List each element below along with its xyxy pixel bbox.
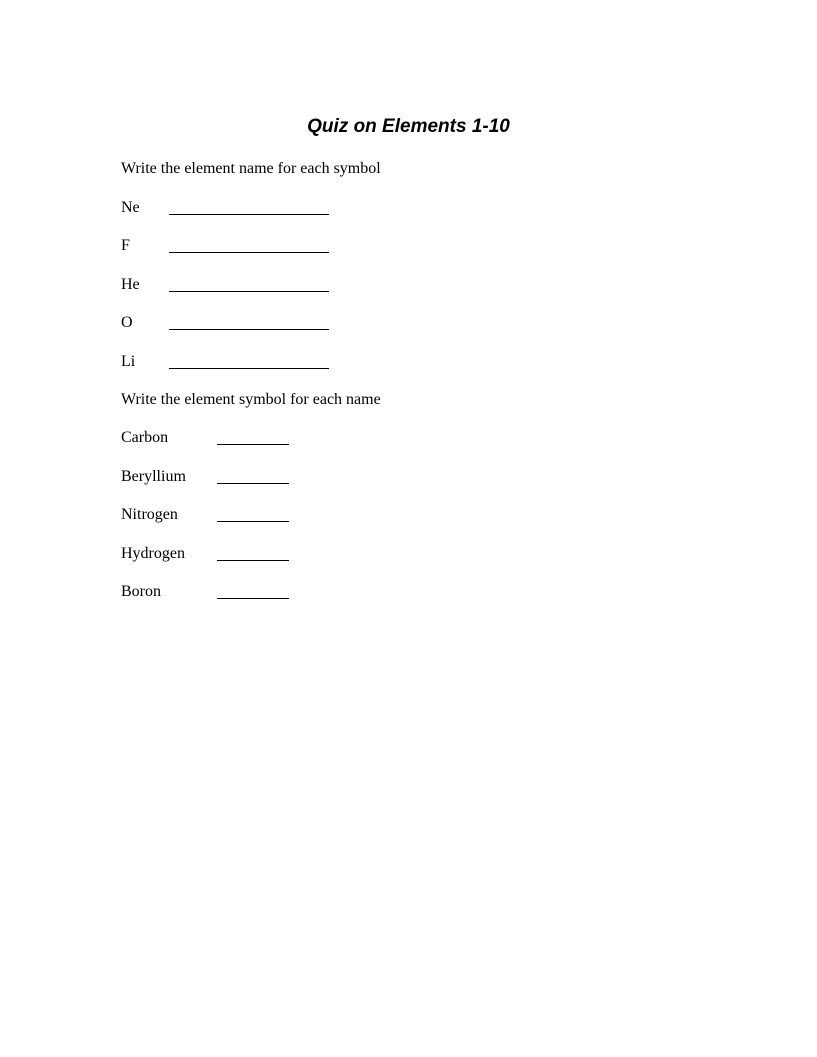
name-question-row [121,428,521,448]
answer-blank[interactable] [217,598,289,599]
name-question-row [121,582,521,602]
name-question-row [121,505,521,525]
answer-blank[interactable] [169,291,329,292]
element-name-label: Nitrogen [121,506,178,523]
symbol-label: Li [121,353,136,370]
symbol-question-row [121,275,521,295]
answer-blank[interactable] [217,444,289,445]
quiz-title: Quiz on Elements 1-10 [307,116,510,137]
symbol-question-row [121,236,521,256]
symbol-question-row [121,198,521,218]
answer-blank[interactable] [169,214,329,215]
answer-blank[interactable] [217,560,289,561]
symbol-question-row [121,313,521,333]
symbol-label: He [121,276,140,293]
name-question-row [121,544,521,564]
element-name-label: Hydrogen [121,545,185,562]
section1-instruction: Write the element name for each symbol [121,160,381,177]
answer-blank[interactable] [217,521,289,522]
answer-blank[interactable] [217,483,289,484]
name-question-row [121,467,521,487]
symbol-question-row [121,352,521,372]
element-name-label: Boron [121,583,161,600]
symbol-label: F [121,237,130,254]
answer-blank[interactable] [169,368,329,369]
answer-blank[interactable] [169,329,329,330]
element-name-label: Beryllium [121,468,186,485]
element-name-label: Carbon [121,429,169,446]
symbol-label: O [121,314,133,331]
answer-blank[interactable] [169,252,329,253]
section2-instruction: Write the element symbol for each name [121,391,381,408]
symbol-label: Ne [121,199,140,216]
